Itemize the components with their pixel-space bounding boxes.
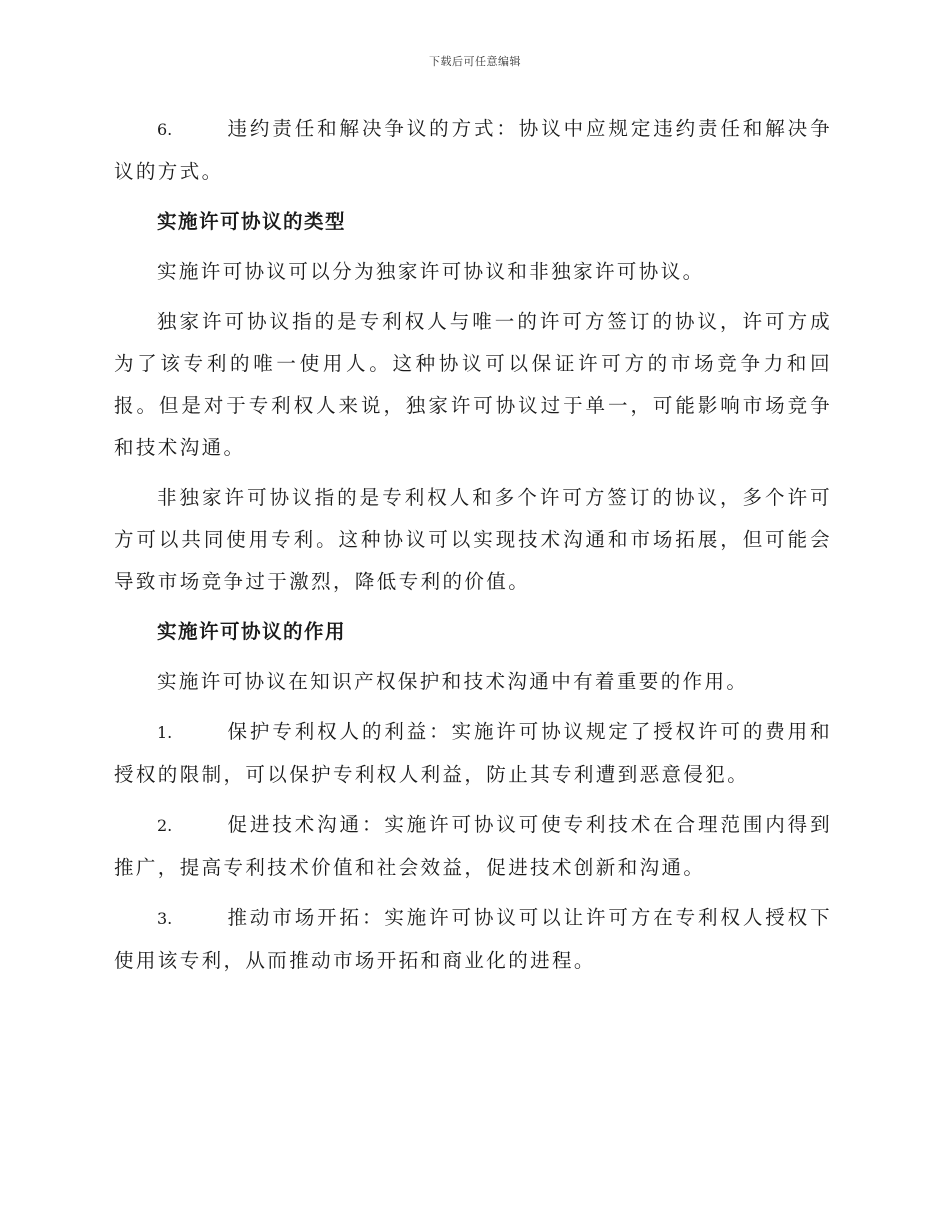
list-text: 推动市场开拓：实施许可协议可以让许可方在专利权人授权下使用该专利，从而推动市场开拓和商业化的进程。 xyxy=(114,906,832,972)
list-text: 促进技术沟通：实施许可协议可使专利技术在合理范围内得到推广，提高专利技术价值和社会效益，促进技术创新和沟通。 xyxy=(114,813,832,879)
list-text: 保护专利权人的利益：实施许可协议规定了授权许可的费用和授权的限制，可以保护专利权人利益，防止其专利遭到恶意侵犯。 xyxy=(114,720,832,786)
paragraph-exclusive: 独家许可协议指的是专利权人与唯一的许可方签订的协议，许可方成为了该专利的唯一使用人。这种协议可以保证许可方的市场竞争力和回报。但是对于专利权人来说，独家许可协议过于单一，可能影响市场竞争和技术沟通。 xyxy=(114,310,832,459)
list-text: 违约责任和解决争议的方式：协议中应规定违约责任和解决争议的方式。 xyxy=(114,117,832,183)
paragraph-functions-intro: 实施许可协议在知识产权保护和技术沟通中有着重要的作用。 xyxy=(157,670,749,693)
list-number: 6. xyxy=(157,120,173,139)
paragraph-types-intro: 实施许可协议可以分为独家许可协议和非独家许可协议。 xyxy=(157,260,705,283)
list-number: 1. xyxy=(157,723,173,742)
section-heading-types: 实施许可协议的类型 xyxy=(157,210,347,233)
section-heading-functions: 实施许可协议的作用 xyxy=(157,620,347,643)
list-item-3 xyxy=(114,897,832,982)
list-number: 3. xyxy=(157,909,173,928)
list-item-2 xyxy=(114,804,832,889)
list-item-6 xyxy=(114,108,832,193)
page-header: 下载后可任意编辑 xyxy=(429,55,521,68)
list-number: 2. xyxy=(157,816,173,835)
paragraph-non-exclusive: 非独家许可协议指的是专利权人和多个许可方签订的协议，多个许可方可以共同使用专利。这种协议可以实现技术沟通和市场拓展，但可能会导致市场竞争过于激烈，降低专利的价值。 xyxy=(114,486,832,593)
list-item-1 xyxy=(114,711,832,796)
document-body xyxy=(114,108,832,990)
